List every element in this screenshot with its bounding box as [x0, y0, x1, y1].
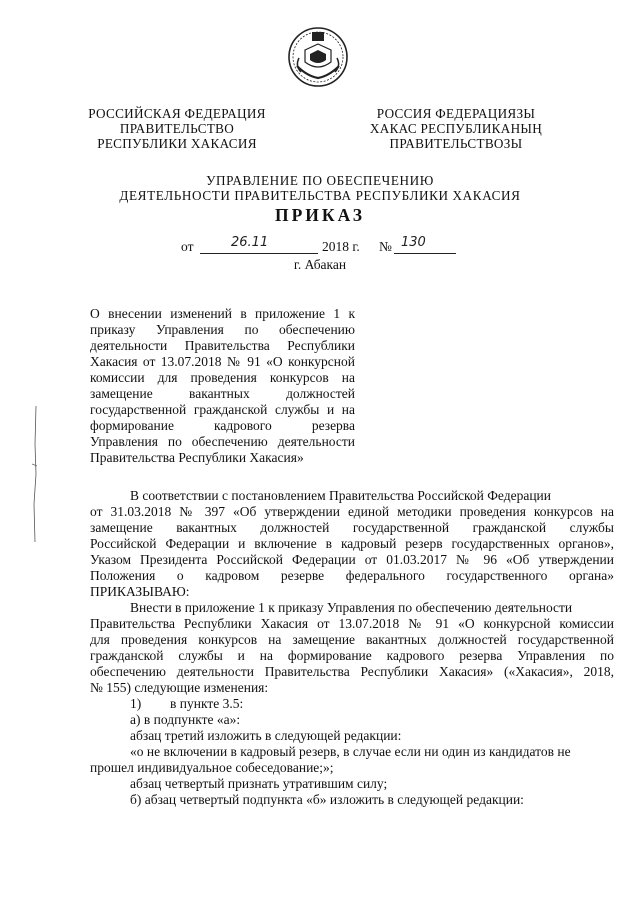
department-line: УПРАВЛЕНИЕ ПО ОБЕСПЕЧЕНИЮ [206, 173, 434, 188]
body-line: «о не включении в кадровый резерв, в случае если ни один из кандидатов не [130, 744, 571, 759]
document-body [90, 488, 614, 808]
subject-block [90, 306, 355, 466]
body-line: В соответствии с постановлением Правительства Российской Федерации [130, 488, 552, 503]
item-number: 1) [130, 696, 142, 711]
body-line: обеспечению деятельности Правительства Республики Хакасия» («Хакасия», 2018, [90, 664, 614, 679]
department-name [0, 173, 640, 203]
body-line: Российской Федерации и включение в кадровый резерв государственных органов», [90, 536, 614, 551]
subject-line: государственной гражданской службы и на [90, 402, 355, 417]
subject-line: деятельности Правительства Республики [90, 338, 355, 353]
item-text: в пункте 3.5: [170, 696, 244, 711]
body-line: а) в подпункте «а»: [130, 712, 241, 727]
header-left-line: РЕСПУБЛИКИ ХАКАСИЯ [97, 136, 257, 151]
body-line: абзац четвертый признать утратившим силу; [130, 776, 388, 791]
subject-line: комиссии для проведения конкурсов на [90, 370, 355, 385]
body-line: Правительства Республики Хакасия от 13.07.2018 № 91 «О конкурсной комиссии [90, 616, 614, 631]
handwritten-date: 26.11 [231, 235, 269, 250]
department-line: ДЕЯТЕЛЬНОСТИ ПРАВИТЕЛЬСТВА РЕСПУБЛИКИ ХАКАСИЯ [119, 188, 521, 203]
number-sign: № [379, 239, 392, 254]
city: г. Абакан [293, 257, 347, 272]
header-right-line: ПРАВИТЕЛЬСТВОЗЫ [389, 136, 523, 151]
body-line: абзац третий изложить в следующей редакции: [130, 728, 402, 743]
header-right [360, 106, 552, 151]
date-number-line [181, 237, 471, 257]
body-line: № 155) следующие изменения: [90, 680, 269, 695]
body-line: Положения о кадровом резерве федерального государственного органа» [90, 568, 614, 583]
body-line: от 31.03.2018 № 397 «Об утверждении единой методики проведения конкурсов на [90, 504, 614, 519]
date-prefix: от [181, 239, 194, 254]
margin-pencil-mark [28, 404, 42, 544]
subject-line: приказу Управления по обеспечению [90, 322, 355, 337]
header-left-line: ПРАВИТЕЛЬСТВО [119, 121, 235, 136]
number-underline [394, 253, 456, 254]
date-underline [200, 253, 318, 254]
body-line: ПРИКАЗЫВАЮ: [90, 584, 190, 599]
body-line-item [90, 696, 614, 712]
coat-of-arms-emblem [287, 26, 349, 88]
date-year: 2018 г. [322, 239, 360, 254]
body-line: Внести в приложение 1 к приказу Управления по обеспечению деятельности [130, 600, 573, 615]
body-line: замещение вакантных должностей государственной гражданской службы [90, 520, 614, 535]
document-title: ПРИКАЗ [274, 205, 366, 225]
handwritten-number: 130 [401, 235, 426, 250]
header-right-line: ХАКАС РЕСПУБЛИКАНЫҢ [369, 121, 543, 136]
body-line: б) абзац четвертый подпункта «б» изложить в следующей редакции: [130, 792, 524, 807]
header-left-line: РОССИЙСКАЯ ФЕДЕРАЦИЯ [88, 106, 266, 121]
header-right-line: РОССИЯ ФЕДЕРАЦИЯЗЫ [376, 106, 536, 121]
subject-line: Правительства Республики Хакасия» [90, 450, 304, 465]
body-line: прошел индивидуальное собеседование;»; [90, 760, 334, 775]
header-left [86, 106, 268, 151]
body-line: гражданской службы и на формирование кадрового резерва Управления по [90, 648, 614, 663]
subject-line: О внесении изменений в приложение 1 к [90, 306, 355, 321]
subject-line: формирование кадрового резерва [90, 418, 355, 433]
body-line: Указом Президента Российской Федерации от 01.03.2017 № 96 «Об утверждении [90, 552, 614, 567]
body-line: для проведения конкурсов на замещение вакантных должностей государственной [90, 632, 614, 647]
subject-line: Хакасия от 13.07.2018 № 91 «О конкурсной [90, 354, 355, 369]
subject-line: замещение вакантных должностей [90, 386, 355, 401]
subject-line: Управления по обеспечению деятельности [90, 434, 355, 449]
